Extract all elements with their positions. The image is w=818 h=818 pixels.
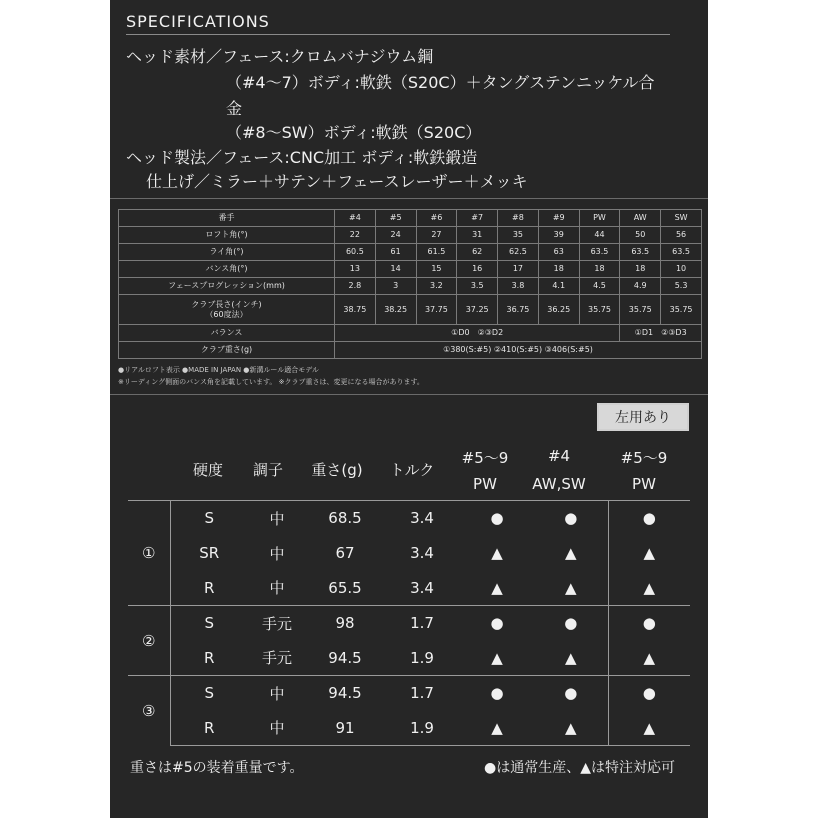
spec-row-club-weight: [119, 342, 702, 359]
shaft-cell-kick: 中: [269, 579, 285, 598]
shaft-cell-hardness: S: [170, 606, 248, 641]
section-divider: [110, 198, 708, 199]
spec-cell: 38.25: [375, 295, 416, 325]
spec-header-cell: #9: [538, 210, 579, 227]
shaft-cell-weight: 98: [306, 606, 384, 641]
spec-row-label: クラブ重さ(g): [119, 342, 335, 359]
availability-mark: ▲: [534, 571, 608, 606]
spec-row-face-progression: [119, 278, 702, 295]
spec-header-cell: #5: [375, 210, 416, 227]
spec-line-body-8-sw: （#8～SW）ボディ:軟鉄（S20C）: [226, 123, 482, 142]
availability-mark: ▲: [491, 578, 503, 597]
shaft-row: [128, 676, 690, 711]
shaft-cell-torque: 1.9: [384, 711, 460, 746]
spec-row-loft: [119, 227, 702, 244]
spec-cell: 35.75: [661, 295, 702, 325]
spec-cell: 37.75: [416, 295, 457, 325]
shaft-row: [128, 536, 690, 571]
spec-row-label: ライ角(°): [119, 244, 335, 261]
availability-mark: ●: [608, 676, 690, 711]
availability-mark: ●: [460, 606, 534, 641]
spec-cell: 15: [416, 261, 457, 278]
spec-cell: 63.5: [620, 244, 661, 261]
spec-cell: 24: [375, 227, 416, 244]
spec-header-cell: PW: [579, 210, 620, 227]
spec-cell: 14: [375, 261, 416, 278]
spec-header-cell: AW: [620, 210, 661, 227]
shaft-cell-torque: 1.9: [410, 648, 434, 667]
spec-cell: 56: [661, 227, 702, 244]
shaft-group-label: ②: [128, 606, 170, 676]
spec-row-label-line2: （60度法）: [205, 309, 248, 319]
spec-cell: 63.5: [579, 244, 620, 261]
shaft-cell-weight: 67: [335, 544, 355, 562]
availability-mark: ▲: [643, 544, 656, 562]
col-head-col2-line1: #4: [547, 447, 571, 465]
spec-row-balance: [119, 325, 702, 342]
spec-cell: 38.75: [335, 295, 376, 325]
availability-mark: ▲: [534, 641, 608, 676]
shaft-cell-kick: 中: [248, 711, 306, 746]
shaft-cell-weight: 68.5: [306, 501, 384, 536]
col-head-col1-line2: PW: [473, 475, 497, 493]
availability-mark: ▲: [491, 544, 503, 562]
spec-row-label: フェースプログレッション(mm): [119, 278, 335, 295]
spec-row-label: ロフト角(°): [119, 227, 335, 244]
availability-mark: ●: [460, 501, 534, 536]
availability-mark: ▲: [534, 711, 608, 746]
availability-mark: ●: [608, 606, 690, 641]
spec-header-cell: #6: [416, 210, 457, 227]
spec-panel: [110, 0, 708, 818]
shaft-cell-kick: 手元: [248, 606, 306, 641]
spec-cell: 37.25: [457, 295, 498, 325]
spec-cell: 36.25: [538, 295, 579, 325]
spec-cell: 4.5: [579, 278, 620, 295]
spec-header-cell: #7: [457, 210, 498, 227]
note-features: ●リアルロフト表示 ●MADE IN JAPAN ●新溝ルール適合モデル: [118, 366, 319, 374]
spec-line-body-4-7: （#4～7）ボディ:軟鉄（S20C）＋タングステンニッケル合: [226, 73, 655, 92]
spec-cell: 31: [457, 227, 498, 244]
spec-cell: 10: [661, 261, 702, 278]
spec-cell: 39: [538, 227, 579, 244]
shaft-group-label: ③: [128, 676, 170, 746]
spec-header-cell: 番手: [119, 210, 335, 227]
spec-line-finish: 仕上げ／ミラー＋サテン＋フェースレーザー＋メッキ: [146, 172, 528, 191]
shaft-cell-hardness: S: [170, 676, 248, 711]
spec-cell: 4.1: [538, 278, 579, 295]
availability-mark: ●: [460, 676, 534, 711]
spec-cell: 4.9: [620, 278, 661, 295]
spec-cell: 18: [538, 261, 579, 278]
availability-mark: ▲: [534, 536, 608, 571]
shaft-cell-weight: 91: [306, 711, 384, 746]
availability-mark: ▲: [608, 711, 690, 746]
spec-cell: 36.75: [498, 295, 539, 325]
spec-row-label: バンス角(°): [119, 261, 335, 278]
weight-footnote: 重さは#5の装着重量です。: [130, 760, 304, 776]
spec-header-cell: #4: [335, 210, 376, 227]
spec-row-label: [119, 295, 335, 325]
shaft-group-label: ①: [128, 501, 170, 606]
spec-row-lie: [119, 244, 702, 261]
note-disclaimer: ※リーディング側面のバンス角を記載しています。 ※クラブ重さは、変更になる場合があります。: [118, 378, 424, 386]
spec-cell: 63: [538, 244, 579, 261]
shaft-row: [128, 606, 690, 641]
spec-cell: 35.75: [579, 295, 620, 325]
spec-cell: 62.5: [498, 244, 539, 261]
shaft-cell-hardness: R: [170, 711, 248, 746]
col-head-hardness: 硬度: [192, 461, 223, 479]
shaft-cell-weight: 65.5: [328, 578, 362, 597]
spec-cell: 17: [498, 261, 539, 278]
shaft-cell-weight: 94.5: [328, 648, 362, 667]
spec-cell: 13: [335, 261, 376, 278]
availability-mark: ●: [534, 606, 608, 641]
spec-cell: 18: [620, 261, 661, 278]
spec-line-head-material: ヘッド素材／フェース:クロムバナジウム鋼: [126, 47, 434, 66]
spec-header-cell: #8: [498, 210, 539, 227]
shaft-cell-hardness: S: [170, 501, 248, 536]
spec-cell: 5.3: [661, 278, 702, 295]
shaft-cell-torque: 1.7: [384, 676, 460, 711]
shaft-cell-weight: 94.5: [306, 676, 384, 711]
shaft-cell-kick: 手元: [261, 649, 292, 668]
col-head-weight: 重さ(g): [311, 461, 363, 479]
spec-header-cell: SW: [661, 210, 702, 227]
shaft-row: [128, 711, 690, 746]
shaft-cell-hardness: R: [204, 578, 215, 597]
lefty-available-button[interactable]: 左用あり: [597, 403, 689, 431]
spec-cell: 27: [416, 227, 457, 244]
club-weight-cell: ①380(S:#5) ②410(S:#5) ③406(S:#5): [335, 342, 702, 359]
spec-heading-rule: [126, 34, 670, 35]
spec-heading: SPECIFICATIONS: [126, 12, 270, 31]
availability-mark: ●: [534, 676, 608, 711]
spec-line-body-4-7-cont: 金: [226, 99, 243, 118]
spec-cell: 62: [457, 244, 498, 261]
spec-row-bounce: [119, 261, 702, 278]
shaft-cell-torque: 3.4: [410, 544, 434, 562]
col-head-torque: トルク: [389, 461, 435, 479]
spec-cell: 3.2: [416, 278, 457, 295]
spec-cell: 61.5: [416, 244, 457, 261]
availability-mark: ●: [534, 501, 608, 536]
shaft-row: [128, 501, 690, 536]
spec-row-label: バランス: [119, 325, 335, 342]
spec-cell: 63.5: [661, 244, 702, 261]
spec-cell: 3.5: [457, 278, 498, 295]
spec-cell: 16: [457, 261, 498, 278]
col-head-kick: 調子: [252, 461, 283, 479]
shaft-cell-kick: 中: [248, 676, 306, 711]
shaft-row: [128, 641, 690, 676]
balance-wedge-cell: ①D1 ②③D3: [620, 325, 702, 342]
spec-row-label-line1: クラブ長さ(インチ): [191, 299, 262, 309]
availability-mark: ▲: [643, 578, 656, 597]
shaft-cell-torque: 1.7: [384, 606, 460, 641]
col-head-col2-line2: AW,SW: [532, 475, 586, 493]
spec-cell: 35.75: [620, 295, 661, 325]
spec-table: [118, 209, 702, 359]
shaft-cell-kick: 中: [248, 501, 306, 536]
spec-cell: 50: [620, 227, 661, 244]
spec-line-manufacturing: ヘッド製法／フェース:CNC加工 ボディ:軟鉄鍛造: [126, 148, 478, 167]
spec-cell: 18: [579, 261, 620, 278]
spec-cell: 2.8: [335, 278, 376, 295]
legend-footnote: ●は通常生産、▲は特注対応可: [484, 760, 675, 776]
availability-mark: ▲: [643, 648, 656, 667]
spec-row-club-length: [119, 295, 702, 325]
availability-mark: ●: [608, 501, 690, 536]
spec-cell: 35: [498, 227, 539, 244]
availability-mark: ▲: [460, 711, 534, 746]
col-head-col1-line1: #5～9: [461, 449, 509, 467]
shaft-row: [128, 571, 690, 606]
spec-cell: 61: [375, 244, 416, 261]
spec-cell: 3.8: [498, 278, 539, 295]
shaft-cell-torque: 3.4: [384, 501, 460, 536]
shaft-cell-hardness: R: [204, 648, 215, 667]
spec-cell: 44: [579, 227, 620, 244]
col-head-col3-line2: PW: [632, 475, 656, 493]
shaft-table: [128, 500, 690, 746]
shaft-cell-hardness: SR: [199, 544, 220, 562]
spec-cell: 3: [375, 278, 416, 295]
spec-cell: 60.5: [335, 244, 376, 261]
section-divider: [110, 394, 708, 395]
shaft-cell-kick: 中: [269, 544, 285, 563]
availability-mark: ▲: [491, 648, 503, 667]
spec-table-header-row: [119, 210, 702, 227]
col-head-col3-line1: #5～9: [620, 449, 668, 467]
spec-cell: 22: [335, 227, 376, 244]
shaft-cell-torque: 3.4: [410, 578, 434, 597]
balance-main-cell: ①D0 ②③D2: [335, 325, 620, 342]
